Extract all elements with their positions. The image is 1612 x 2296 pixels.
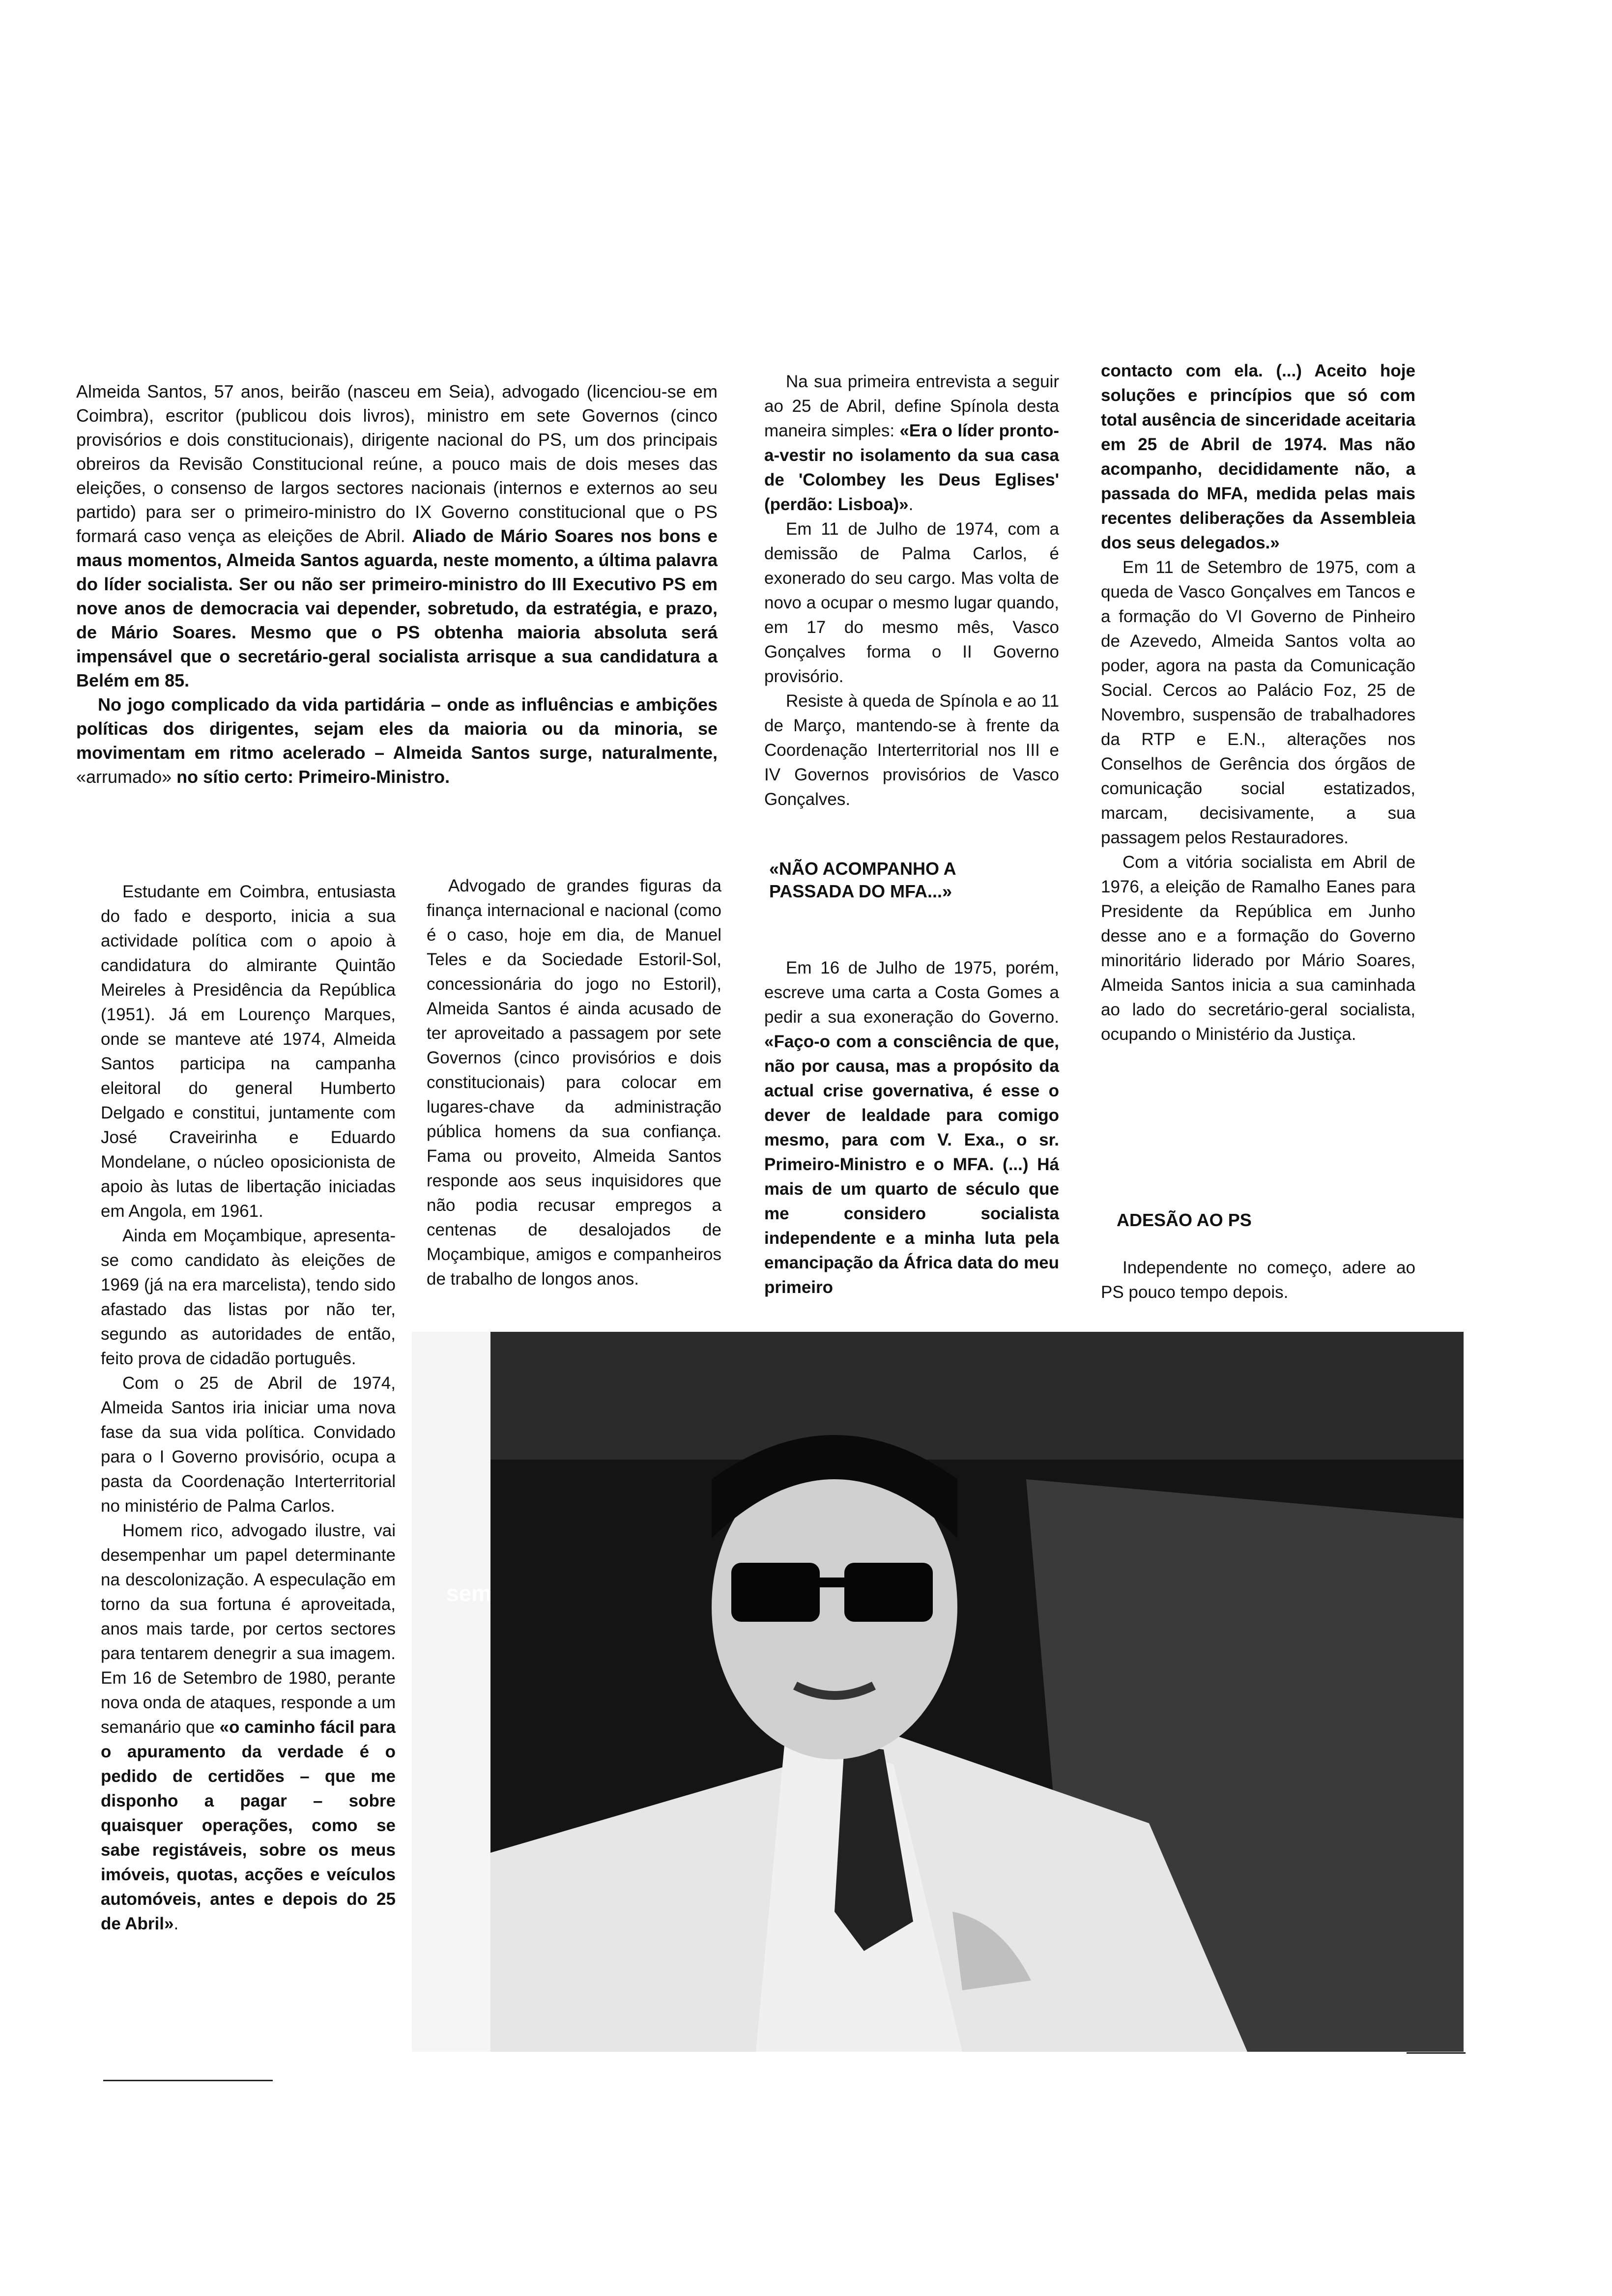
photo-caption-fragment: sem bbox=[446, 1580, 492, 1606]
col4-paragraph-2: Em 11 de Setembro de 1975, com a queda de Vasco Gonçalves em Tancos e a formação do VI Governo de Pinheiro de Azevedo, Almeida Santos volta ao poder, agora na pasta da Comunicação Social. Cercos ao Palácio Foz, 25 de Novembro, suspensão de trabalhadores da RTP e E.N., alterações nos Conselhos de Gerência dos órgãos de comunicação social estatizados, marcam, decisivamente, a sua passagem pelos Restauradores. bbox=[1101, 558, 1415, 847]
col1-paragraph-2: Ainda em Moçambique, apresenta-se como candidato às eleições de 1969 (já na era marcelista), tendo sido afastado das listas por não ter, segundo as autoridades de então, feito prova de cidadão português. bbox=[101, 1226, 396, 1368]
page-bottom-rule bbox=[1407, 2052, 1466, 2054]
article-column-3 bbox=[764, 370, 1059, 812]
col1-paragraph-3: Com o 25 de Abril de 1974, Almeida Santos iria iniciar uma nova fase da sua vida política. Convidado para o I Governo provisório, ocupa a pasta da Coordenação Interterritorial no ministério de Palma Carlos. bbox=[101, 1374, 396, 1516]
article-column-4 bbox=[1101, 359, 1415, 1047]
col3-paragraph-3: Resiste à queda de Spínola e ao 11 de Março, mantendo-se à frente da Coordenação Interterritorial nos III e IV Governos provisórios de Vasco Gonçalves. bbox=[764, 691, 1059, 809]
article-column-4-continued bbox=[1101, 1256, 1415, 1305]
col3-paragraph-1: Na sua primeira entrevista a seguir ao 25 de Abril, define Spínola desta maneira simples: «Era o líder pronto-a-vestir no isolamento da sua casa de 'Colombey les Deus Eglises' (perdão: Lisboa)». bbox=[764, 372, 1060, 514]
col1-paragraph-4: Homem rico, advogado ilustre, vai desempenhar um papel determinante na descolonização. A especulação em torno da sua fortuna é aproveitada, anos mais tarde, por certos sectores para tentarem denegrir a sua imagem. Em 16 de Setembro de 1980, perante nova onda de ataques, responde a um semanário que «o caminho fácil para o apuramento da verdade é o pedido de certidões – que me disponho a pagar – sobre quaisquer operações, como se sabe registáveis, sobre os meus imóveis, quotas, acções e veículos automóveis, antes e depois do 25 de Abril». bbox=[101, 1521, 396, 1933]
col1-paragraph-1: Estudante em Coimbra, entusiasta do fado e desporto, inicia a sua actividade política com o apoio à candidatura do almirante Quintão Meireles à Presidência da República (1951). Já em Lourenço Marques, onde se manteve até 1974, Almeida Santos participa na campanha eleitoral do general Humberto Delgado e constitui, juntamente com José Craveirinha e Eduardo Mondelane, o núcleo oposicionista de apoio às lutas de libertação iniciadas em Angola, em 1961. bbox=[101, 882, 396, 1221]
lead-paragraph-2: No jogo complicado da vida partidária – onde as influências e ambições políticas dos dirigentes, sejam eles da maioria ou da minoria, se movimentam em ritmo acelerado – Almeida Santos surge, naturalmente, «arrumado» no sítio certo: Primeiro-Ministro. bbox=[76, 694, 718, 787]
lead-intro bbox=[76, 379, 718, 789]
col4-paragraph-1: contacto com ela. (...) Aceito hoje soluções e princípios que só com total ausência de sinceridade aceitaria em 25 de Abril de 1974. Mas não acompanho, decididamente não, a passada do MFA, medida pelas mais recentes deliberações da Assembleia dos seus delegados.» bbox=[1101, 361, 1416, 552]
col2-paragraph-1: Advogado de grandes figuras da finança internacional e nacional (como é o caso, hoje em dia, de Manuel Teles e da Sociedade Estoril-Sol, concessionária do jogo no Estoril), Almeida Santos é ainda acusado de ter aproveitado a passagem por sete Governos (cinco provisórios e dois constitucionais) para colocar em lugares-chave da administração pública homens da sua confiança. Fama ou proveito, Almeida Santos responde aos seus inquisidores que não podia recusar empregos a centenas de desalojados de Moçambique, amigos e companheiros de trabalho de longos anos. bbox=[427, 876, 721, 1289]
column-1-end-rule bbox=[103, 2080, 273, 2081]
section-heading-adesao: ADESÃO AO PS bbox=[1117, 1210, 1252, 1230]
col4-paragraph-3: Com a vitória socialista em Abril de 1976, a eleição de Ramalho Eanes para Presidente da República em Junho desse ano e a formação do Governo minoritário liderado por Mário Soares, Almeida Santos inicia a sua caminhada ao lado do secretário-geral socialista, ocupando o Ministério da Justiça. bbox=[1101, 853, 1415, 1044]
article-column-2 bbox=[427, 874, 721, 1292]
section-heading-mfa: «NÃO ACOMPANHO A PASSADA DO MFA...» bbox=[769, 859, 956, 901]
article-column-1 bbox=[101, 880, 396, 1936]
col3-paragraph-2: Em 11 de Julho de 1974, com a demissão de Palma Carlos, é exonerado do seu cargo. Mas volta de novo a ocupar o mesmo lugar quando, em 17 do mesmo mês, Vasco Gonçalves forma o II Governo provisório. bbox=[764, 519, 1059, 686]
article-column-3-continued bbox=[764, 956, 1059, 1300]
portrait-illustration bbox=[412, 1332, 1464, 2052]
lead-paragraph-1: Almeida Santos, 57 anos, beirão (nasceu em Seia), advogado (licenciou-se em Coimbra), escritor (publicou dois livros), ministro em sete Governos (cinco provisórios e dois constitucionais), dirigente nacional do PS, um dos principais obreiros da Revisão Constitucional reúne, a pouco mais de dois meses das eleições, o consenso de largos sectores nacionais (internos e externos ao seu partido) para ser o primeiro-ministro do IX Governo constitucional que o PS formará caso vença as eleições de Abril. Aliado de Mário Soares nos bons e maus momentos, Almeida Santos aguarda, neste momento, a última palavra do líder socialista. Ser ou não ser primeiro-ministro do III Executivo PS em nove anos de democracia vai depender, sobretudo, da estratégia, e prazo, de Mário Soares. Mesmo que o PS obtenha maioria absoluta será impensável que o secretário-geral socialista arrisque a sua candidatura a Belém em 85. bbox=[76, 381, 718, 690]
portrait-photo bbox=[412, 1332, 1464, 2052]
col3-paragraph-4: Em 16 de Julho de 1975, porém, escreve uma carta a Costa Gomes a pedir a sua exoneração do Governo. «Faço-o com a consciência de que, não por causa, mas a propósito da actual crise governativa, é esse o dever de lealdade para comigo mesmo, para com V. Exa., o sr. Primeiro-Ministro e o MFA. (...) Há mais de um quarto de século que me considero socialista independente e a minha luta pela emancipação da África data do meu primeiro bbox=[764, 958, 1059, 1297]
col4-paragraph-4: Independente no começo, adere ao PS pouco tempo depois. bbox=[1101, 1258, 1415, 1302]
